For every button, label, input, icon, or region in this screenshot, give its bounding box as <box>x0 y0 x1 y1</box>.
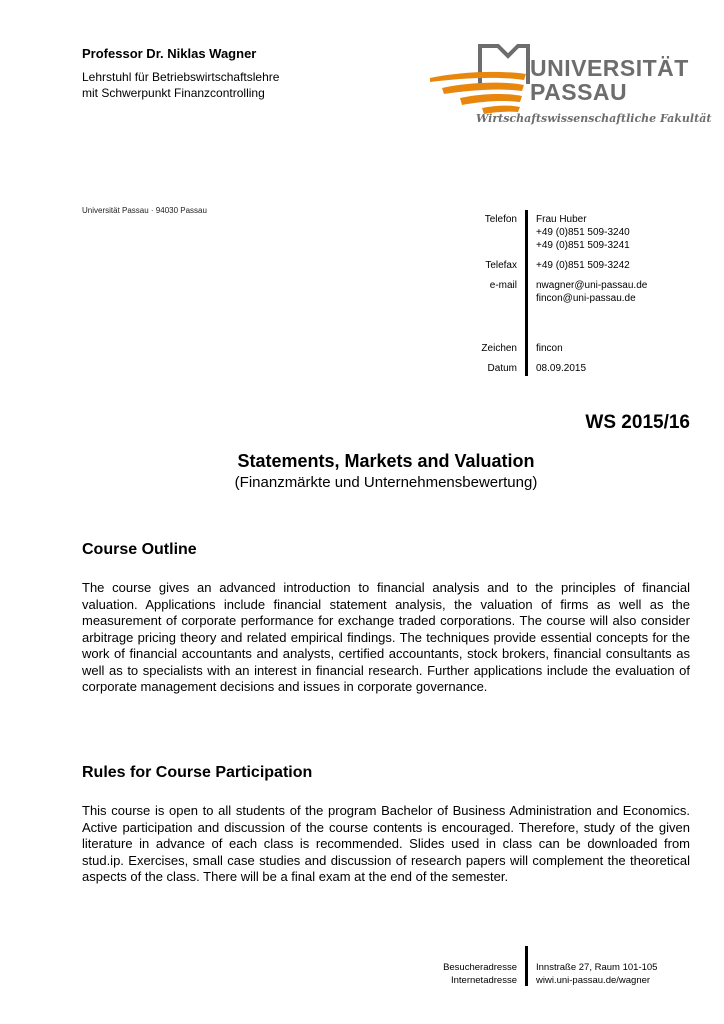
course-outline-text: The course gives an advanced introduction to financial analysis and to the principles of financial valuation. Applications include financial statement analysis, the valuation of firms as well as the measurement of corporate performance for exchange traded corporations. The course will also consider arbitrage pricing theory and related empirical findings. The techniques provide essential concepts for the work of financial accountants and analysts, certified accountants, stock brokers, financial consultants as well as to specialists with an interest in financial research. Further applications include the evaluation of corporate management decisions and issues in corporate governance. <box>82 580 690 694</box>
email-value-1: nwagner@uni-passau.de <box>536 280 648 291</box>
participation-rules-text: This course is open to all students of the program Bachelor of Business Administration and Economics. Active participation and discussion of the course contents is encouraged. Therefore, study of the given literature in advance of each class is recommended. Slides used in class can be downloaded from stud.ip. Exercises, small case studies and discussion of research papers will complement the theoretical aspects of the class. There will be a final exam at the end of the semester. <box>82 803 690 884</box>
sender-name: Professor Dr. Niklas Wagner <box>82 46 257 61</box>
telefon-contact-person: Frau Huber <box>536 214 587 225</box>
sender-chair-line1: Lehrstuhl für Betriebswirtschaftslehre <box>82 70 280 84</box>
web-address-link[interactable]: wiwi.uni-passau.de/wagner <box>536 975 651 986</box>
logo-city-text: PASSAU <box>530 79 628 105</box>
web-address-label: Internetadresse <box>450 975 517 986</box>
email-label: e-mail <box>489 280 517 291</box>
course-title: Statements, Markets and Valuation <box>237 451 535 471</box>
telefon-label: Telefon <box>484 214 517 225</box>
zeichen-label: Zeichen <box>481 343 517 354</box>
telefon-number-1: +49 (0)851 509-3240 <box>536 227 630 238</box>
visitor-address-label: Besucheradresse <box>443 962 517 973</box>
zeichen-value: fincon <box>536 343 563 354</box>
course-subtitle: (Finanzmärkte und Unternehmensbewertung) <box>234 474 538 491</box>
email-value-2: fincon@uni-passau.de <box>536 293 636 304</box>
return-address: Universität Passau · 94030 Passau <box>82 206 207 215</box>
telefax-value: +49 (0)851 509-3242 <box>536 260 630 271</box>
datum-value: 08.09.2015 <box>536 363 587 374</box>
footer-divider <box>525 946 528 986</box>
telefax-label: Telefax <box>485 260 517 271</box>
telefon-number-2: +49 (0)851 509-3241 <box>536 240 630 251</box>
datum-label: Datum <box>487 363 517 374</box>
participation-rules-heading: Rules for Course Participation <box>82 764 313 781</box>
contact-divider <box>525 210 528 376</box>
logo-university-text: UNIVERSITÄT <box>530 55 689 81</box>
semester-heading: WS 2015/16 <box>585 412 690 433</box>
course-outline-heading: Course Outline <box>82 541 197 558</box>
visitor-address-value: Innstraße 27, Raum 101-105 <box>536 962 658 973</box>
sender-chair-line2: mit Schwerpunkt Finanzcontrolling <box>82 86 265 100</box>
logo-faculty-text: Wirtschaftswissenschaftliche Fakultät <box>476 112 712 125</box>
